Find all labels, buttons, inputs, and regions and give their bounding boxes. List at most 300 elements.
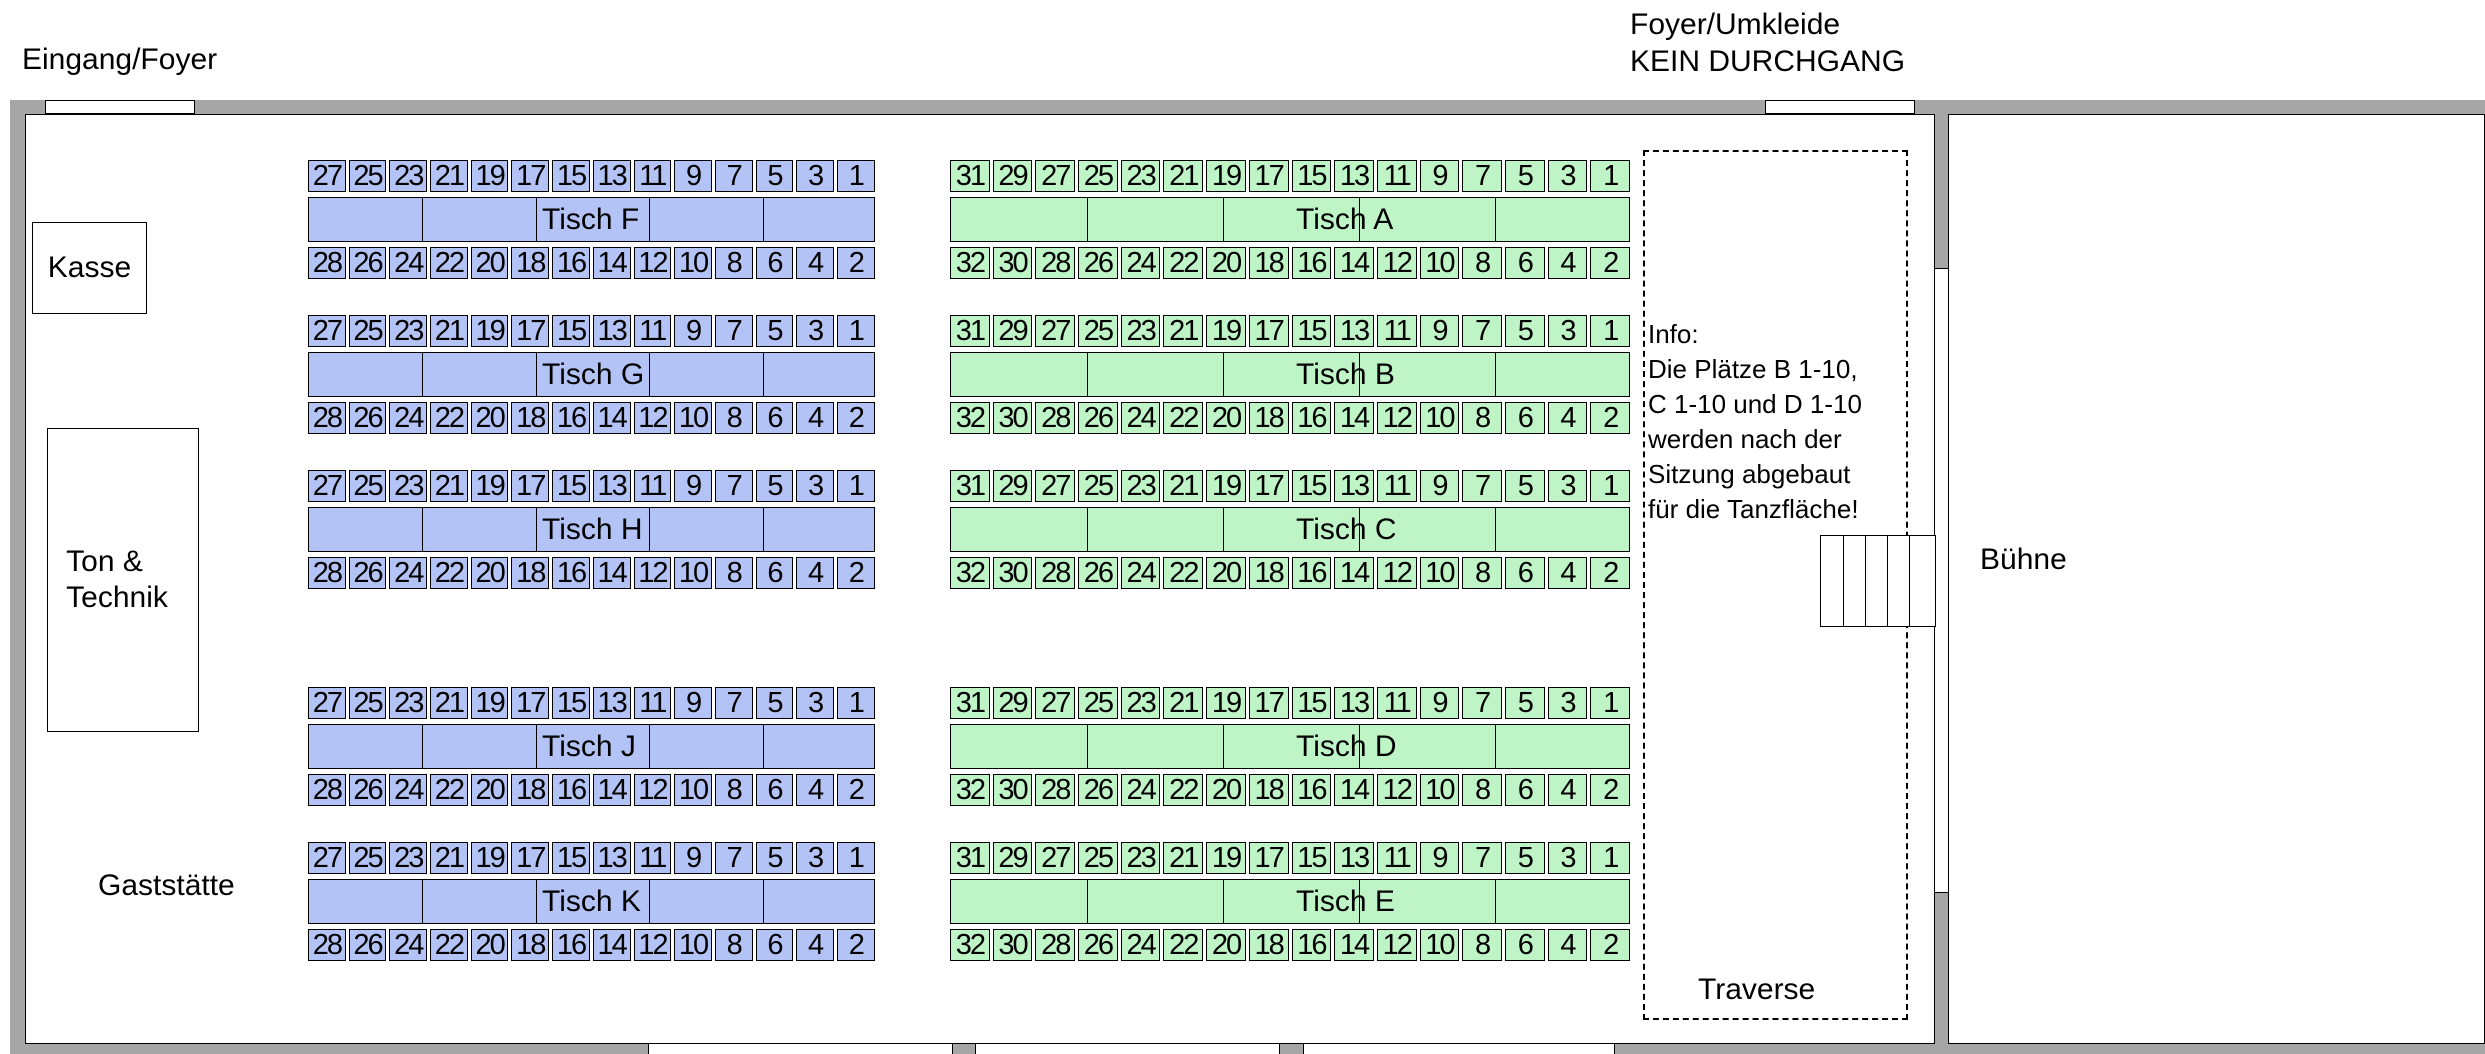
seat[interactable]: 32 <box>950 247 990 279</box>
seat[interactable]: 5 <box>756 470 794 502</box>
seat[interactable]: 9 <box>1420 842 1460 874</box>
seat[interactable]: 2 <box>837 774 875 806</box>
seat[interactable]: 13 <box>1334 315 1374 347</box>
seat[interactable]: 25 <box>349 315 387 347</box>
seat[interactable]: 13 <box>1334 687 1374 719</box>
seat[interactable]: 10 <box>674 402 712 434</box>
seat[interactable]: 6 <box>1505 557 1545 589</box>
seat[interactable]: 7 <box>715 687 753 719</box>
seat[interactable]: 5 <box>756 160 794 192</box>
seat[interactable]: 13 <box>593 842 631 874</box>
seat[interactable]: 13 <box>1334 160 1374 192</box>
seat[interactable]: 8 <box>1462 774 1502 806</box>
seat[interactable]: 15 <box>1292 842 1332 874</box>
seat[interactable]: 21 <box>430 687 468 719</box>
seat[interactable]: 19 <box>471 315 509 347</box>
seat[interactable]: 27 <box>1035 160 1075 192</box>
seat[interactable]: 3 <box>796 470 834 502</box>
seat[interactable]: 4 <box>796 929 834 961</box>
seat[interactable]: 25 <box>1078 842 1118 874</box>
seat[interactable]: 31 <box>950 470 990 502</box>
seat[interactable]: 11 <box>634 315 672 347</box>
seat[interactable]: 19 <box>1206 842 1246 874</box>
seat[interactable]: 21 <box>430 315 468 347</box>
seat[interactable]: 12 <box>634 774 672 806</box>
seat[interactable]: 17 <box>511 842 549 874</box>
seat[interactable]: 14 <box>1334 929 1374 961</box>
seat[interactable]: 7 <box>1462 687 1502 719</box>
seat[interactable]: 11 <box>634 687 672 719</box>
seat[interactable]: 12 <box>1377 402 1417 434</box>
seat[interactable]: 3 <box>1548 315 1588 347</box>
seat[interactable]: 17 <box>1249 687 1289 719</box>
seat[interactable]: 28 <box>308 247 346 279</box>
seat[interactable]: 23 <box>1121 470 1161 502</box>
seat[interactable]: 1 <box>1590 315 1630 347</box>
seat[interactable]: 24 <box>1121 774 1161 806</box>
seat[interactable]: 32 <box>950 557 990 589</box>
seat[interactable]: 10 <box>1420 557 1460 589</box>
seat[interactable]: 15 <box>552 470 590 502</box>
seat[interactable]: 9 <box>1420 315 1460 347</box>
seat[interactable]: 1 <box>837 842 875 874</box>
seat[interactable]: 12 <box>1377 774 1417 806</box>
seat[interactable]: 29 <box>993 160 1033 192</box>
seat[interactable]: 18 <box>511 929 549 961</box>
seat[interactable]: 24 <box>1121 929 1161 961</box>
seat[interactable]: 28 <box>1035 557 1075 589</box>
seat[interactable]: 25 <box>1078 687 1118 719</box>
seat[interactable]: 32 <box>950 774 990 806</box>
seat[interactable]: 31 <box>950 842 990 874</box>
seat[interactable]: 2 <box>1590 929 1630 961</box>
seat[interactable]: 24 <box>389 774 427 806</box>
seat[interactable]: 6 <box>756 402 794 434</box>
seat[interactable]: 14 <box>1334 402 1374 434</box>
seat[interactable]: 7 <box>1462 160 1502 192</box>
seat[interactable]: 1 <box>837 160 875 192</box>
seat[interactable]: 6 <box>756 929 794 961</box>
seat[interactable]: 28 <box>308 557 346 589</box>
seat[interactable]: 6 <box>756 774 794 806</box>
seat[interactable]: 26 <box>1078 774 1118 806</box>
seat[interactable]: 24 <box>1121 402 1161 434</box>
seat[interactable]: 5 <box>756 315 794 347</box>
seat[interactable]: 6 <box>1505 402 1545 434</box>
seat[interactable]: 27 <box>1035 842 1075 874</box>
seat[interactable]: 9 <box>674 315 712 347</box>
seat[interactable]: 26 <box>349 557 387 589</box>
seat[interactable]: 10 <box>1420 929 1460 961</box>
seat[interactable]: 24 <box>1121 557 1161 589</box>
seat[interactable]: 14 <box>593 929 631 961</box>
seat[interactable]: 4 <box>796 402 834 434</box>
seat[interactable]: 9 <box>674 687 712 719</box>
seat[interactable]: 12 <box>634 402 672 434</box>
seat[interactable]: 7 <box>715 470 753 502</box>
seat[interactable]: 11 <box>1377 315 1417 347</box>
seat[interactable]: 23 <box>389 687 427 719</box>
seat[interactable]: 20 <box>1206 247 1246 279</box>
seat[interactable]: 12 <box>634 929 672 961</box>
seat[interactable]: 17 <box>511 470 549 502</box>
seat[interactable]: 23 <box>1121 315 1161 347</box>
seat[interactable]: 17 <box>1249 470 1289 502</box>
seat[interactable]: 3 <box>796 160 834 192</box>
seat[interactable]: 10 <box>1420 402 1460 434</box>
seat[interactable]: 3 <box>1548 687 1588 719</box>
seat[interactable]: 6 <box>756 557 794 589</box>
seat[interactable]: 23 <box>1121 687 1161 719</box>
seat[interactable]: 7 <box>1462 315 1502 347</box>
seat[interactable]: 10 <box>1420 774 1460 806</box>
seat[interactable]: 19 <box>1206 160 1246 192</box>
seat[interactable]: 12 <box>1377 557 1417 589</box>
seat[interactable]: 27 <box>308 687 346 719</box>
seat[interactable]: 32 <box>950 929 990 961</box>
seat[interactable]: 25 <box>349 160 387 192</box>
seat[interactable]: 18 <box>511 557 549 589</box>
seat[interactable]: 17 <box>1249 842 1289 874</box>
seat[interactable]: 28 <box>1035 929 1075 961</box>
seat[interactable]: 2 <box>837 247 875 279</box>
seat[interactable]: 8 <box>715 402 753 434</box>
seat[interactable]: 9 <box>674 160 712 192</box>
seat[interactable]: 17 <box>511 687 549 719</box>
seat[interactable]: 8 <box>1462 557 1502 589</box>
seat[interactable]: 6 <box>756 247 794 279</box>
seat[interactable]: 16 <box>1292 774 1332 806</box>
seat[interactable]: 23 <box>389 470 427 502</box>
seat[interactable]: 14 <box>1334 247 1374 279</box>
seat[interactable]: 27 <box>1035 470 1075 502</box>
seat[interactable]: 16 <box>552 557 590 589</box>
seat[interactable]: 12 <box>1377 929 1417 961</box>
seat[interactable]: 14 <box>1334 774 1374 806</box>
seat[interactable]: 11 <box>634 470 672 502</box>
seat[interactable]: 25 <box>349 842 387 874</box>
seat[interactable]: 16 <box>552 929 590 961</box>
seat[interactable]: 17 <box>511 315 549 347</box>
seat[interactable]: 30 <box>993 774 1033 806</box>
seat[interactable]: 24 <box>389 929 427 961</box>
table-top[interactable] <box>308 879 875 924</box>
seat[interactable]: 18 <box>1249 247 1289 279</box>
seat[interactable]: 31 <box>950 315 990 347</box>
seat[interactable]: 18 <box>511 247 549 279</box>
seat[interactable]: 16 <box>552 402 590 434</box>
seat[interactable]: 24 <box>389 557 427 589</box>
seat[interactable]: 3 <box>796 687 834 719</box>
seat[interactable]: 8 <box>715 247 753 279</box>
seat[interactable]: 30 <box>993 557 1033 589</box>
seat[interactable]: 26 <box>349 774 387 806</box>
seat[interactable]: 11 <box>1377 842 1417 874</box>
seat[interactable]: 21 <box>1163 842 1203 874</box>
seat[interactable]: 4 <box>1548 557 1588 589</box>
seat[interactable]: 23 <box>389 842 427 874</box>
seat[interactable]: 23 <box>1121 842 1161 874</box>
seat[interactable]: 26 <box>1078 557 1118 589</box>
seat[interactable]: 22 <box>1163 774 1203 806</box>
seat[interactable]: 5 <box>1505 160 1545 192</box>
seat[interactable]: 22 <box>430 929 468 961</box>
seat[interactable]: 13 <box>1334 842 1374 874</box>
seat[interactable]: 3 <box>796 315 834 347</box>
seat[interactable]: 11 <box>1377 160 1417 192</box>
seat[interactable]: 28 <box>1035 247 1075 279</box>
seat[interactable]: 11 <box>1377 470 1417 502</box>
seat[interactable]: 28 <box>1035 402 1075 434</box>
seat[interactable]: 26 <box>1078 929 1118 961</box>
seat[interactable]: 3 <box>796 842 834 874</box>
seat[interactable]: 11 <box>1377 687 1417 719</box>
seat[interactable]: 27 <box>308 470 346 502</box>
seat[interactable]: 18 <box>1249 402 1289 434</box>
seat[interactable]: 18 <box>1249 929 1289 961</box>
seat[interactable]: 8 <box>715 774 753 806</box>
seat[interactable]: 10 <box>674 247 712 279</box>
seat[interactable]: 5 <box>1505 315 1545 347</box>
seat[interactable]: 20 <box>1206 402 1246 434</box>
seat[interactable]: 21 <box>430 160 468 192</box>
seat[interactable]: 12 <box>634 247 672 279</box>
seat[interactable]: 2 <box>1590 557 1630 589</box>
seat[interactable]: 5 <box>1505 470 1545 502</box>
seat[interactable]: 28 <box>308 402 346 434</box>
seat[interactable]: 9 <box>1420 160 1460 192</box>
seat[interactable]: 22 <box>430 774 468 806</box>
seat[interactable]: 8 <box>1462 247 1502 279</box>
seat[interactable]: 20 <box>471 557 509 589</box>
seat[interactable]: 3 <box>1548 842 1588 874</box>
seat[interactable]: 20 <box>1206 929 1246 961</box>
seat[interactable]: 9 <box>1420 687 1460 719</box>
seat[interactable]: 20 <box>471 247 509 279</box>
seat[interactable]: 2 <box>1590 774 1630 806</box>
seat[interactable]: 30 <box>993 247 1033 279</box>
seat[interactable]: 11 <box>634 160 672 192</box>
seat[interactable]: 4 <box>1548 774 1588 806</box>
seat[interactable]: 10 <box>674 929 712 961</box>
seat[interactable]: 2 <box>1590 247 1630 279</box>
seat[interactable]: 8 <box>715 557 753 589</box>
seat[interactable]: 29 <box>993 315 1033 347</box>
seat[interactable]: 22 <box>1163 557 1203 589</box>
seat[interactable]: 21 <box>430 842 468 874</box>
seat[interactable]: 14 <box>593 774 631 806</box>
seat[interactable]: 4 <box>796 247 834 279</box>
table-top[interactable] <box>308 724 875 769</box>
seat[interactable]: 27 <box>308 842 346 874</box>
table-top[interactable] <box>308 197 875 242</box>
table-top[interactable] <box>950 507 1630 552</box>
seat[interactable]: 13 <box>593 687 631 719</box>
seat[interactable]: 15 <box>552 842 590 874</box>
seat[interactable]: 20 <box>471 774 509 806</box>
seat[interactable]: 25 <box>1078 160 1118 192</box>
seat[interactable]: 22 <box>430 402 468 434</box>
seat[interactable]: 20 <box>471 402 509 434</box>
seat[interactable]: 19 <box>1206 470 1246 502</box>
seat[interactable]: 12 <box>634 557 672 589</box>
seat[interactable]: 30 <box>993 402 1033 434</box>
seat[interactable]: 13 <box>1334 470 1374 502</box>
seat[interactable]: 2 <box>837 402 875 434</box>
seat[interactable]: 1 <box>837 315 875 347</box>
seat[interactable]: 24 <box>389 402 427 434</box>
seat[interactable]: 6 <box>1505 774 1545 806</box>
seat[interactable]: 2 <box>1590 402 1630 434</box>
seat[interactable]: 22 <box>1163 402 1203 434</box>
seat[interactable]: 7 <box>715 842 753 874</box>
seat[interactable]: 22 <box>430 557 468 589</box>
seat[interactable]: 28 <box>1035 774 1075 806</box>
seat[interactable]: 13 <box>593 160 631 192</box>
seat[interactable]: 27 <box>308 315 346 347</box>
seat[interactable]: 24 <box>1121 247 1161 279</box>
seat[interactable]: 2 <box>837 557 875 589</box>
seat[interactable]: 10 <box>674 557 712 589</box>
seat[interactable]: 28 <box>308 774 346 806</box>
seat[interactable]: 6 <box>1505 247 1545 279</box>
seat[interactable]: 21 <box>1163 315 1203 347</box>
seat[interactable]: 8 <box>715 929 753 961</box>
seat[interactable]: 19 <box>471 687 509 719</box>
seat[interactable]: 15 <box>1292 470 1332 502</box>
seat[interactable]: 29 <box>993 687 1033 719</box>
seat[interactable]: 19 <box>471 842 509 874</box>
seat[interactable]: 28 <box>308 929 346 961</box>
seat[interactable]: 10 <box>1420 247 1460 279</box>
seat[interactable]: 18 <box>511 402 549 434</box>
seat[interactable]: 21 <box>430 470 468 502</box>
seat[interactable]: 27 <box>1035 315 1075 347</box>
seat[interactable]: 29 <box>993 842 1033 874</box>
seat[interactable]: 14 <box>593 402 631 434</box>
seat[interactable]: 17 <box>511 160 549 192</box>
seat[interactable]: 16 <box>1292 557 1332 589</box>
seat[interactable]: 26 <box>1078 247 1118 279</box>
table-top[interactable] <box>950 879 1630 924</box>
seat[interactable]: 27 <box>308 160 346 192</box>
seat[interactable]: 18 <box>1249 557 1289 589</box>
seat[interactable]: 16 <box>552 247 590 279</box>
seat[interactable]: 7 <box>715 160 753 192</box>
seat[interactable]: 23 <box>389 315 427 347</box>
table-top[interactable] <box>950 197 1630 242</box>
seat[interactable]: 16 <box>1292 402 1332 434</box>
seat[interactable]: 1 <box>837 687 875 719</box>
seat[interactable]: 23 <box>389 160 427 192</box>
seat[interactable]: 25 <box>349 470 387 502</box>
seat[interactable]: 4 <box>1548 247 1588 279</box>
seat[interactable]: 26 <box>349 402 387 434</box>
seat[interactable]: 1 <box>1590 842 1630 874</box>
seat[interactable]: 14 <box>1334 557 1374 589</box>
seat[interactable]: 9 <box>674 470 712 502</box>
seat[interactable]: 16 <box>1292 929 1332 961</box>
seat[interactable]: 30 <box>993 929 1033 961</box>
seat[interactable]: 1 <box>1590 687 1630 719</box>
seat[interactable]: 16 <box>1292 247 1332 279</box>
seat[interactable]: 15 <box>1292 160 1332 192</box>
seat[interactable]: 10 <box>674 774 712 806</box>
seat[interactable]: 5 <box>756 842 794 874</box>
seat[interactable]: 1 <box>1590 160 1630 192</box>
seat[interactable]: 18 <box>1249 774 1289 806</box>
seat[interactable]: 15 <box>552 315 590 347</box>
seat[interactable]: 32 <box>950 402 990 434</box>
seat[interactable]: 9 <box>1420 470 1460 502</box>
seat[interactable]: 26 <box>349 929 387 961</box>
seat[interactable]: 21 <box>1163 470 1203 502</box>
seat[interactable]: 27 <box>1035 687 1075 719</box>
seat[interactable]: 29 <box>993 470 1033 502</box>
seat[interactable]: 5 <box>1505 687 1545 719</box>
seat[interactable]: 14 <box>593 247 631 279</box>
seat[interactable]: 16 <box>552 774 590 806</box>
seat[interactable]: 15 <box>552 687 590 719</box>
seat[interactable]: 20 <box>1206 774 1246 806</box>
seat[interactable]: 22 <box>430 247 468 279</box>
seat[interactable]: 3 <box>1548 160 1588 192</box>
seat[interactable]: 21 <box>1163 687 1203 719</box>
seat[interactable]: 18 <box>511 774 549 806</box>
seat[interactable]: 8 <box>1462 402 1502 434</box>
seat[interactable]: 21 <box>1163 160 1203 192</box>
seat[interactable]: 15 <box>1292 315 1332 347</box>
seat[interactable]: 31 <box>950 687 990 719</box>
seat[interactable]: 2 <box>837 929 875 961</box>
seat[interactable]: 19 <box>1206 687 1246 719</box>
table-top[interactable] <box>950 352 1630 397</box>
seat[interactable]: 25 <box>1078 315 1118 347</box>
table-top[interactable] <box>308 352 875 397</box>
seat[interactable]: 5 <box>1505 842 1545 874</box>
seat[interactable]: 22 <box>1163 247 1203 279</box>
seat[interactable]: 17 <box>1249 315 1289 347</box>
seat[interactable]: 3 <box>1548 470 1588 502</box>
seat[interactable]: 25 <box>1078 470 1118 502</box>
seat[interactable]: 1 <box>837 470 875 502</box>
seat[interactable]: 19 <box>1206 315 1246 347</box>
seat[interactable]: 12 <box>1377 247 1417 279</box>
seat[interactable]: 19 <box>471 470 509 502</box>
seat[interactable]: 4 <box>796 557 834 589</box>
seat[interactable]: 25 <box>349 687 387 719</box>
seat[interactable]: 11 <box>634 842 672 874</box>
seat[interactable]: 7 <box>1462 470 1502 502</box>
seat[interactable]: 24 <box>389 247 427 279</box>
seat[interactable]: 23 <box>1121 160 1161 192</box>
seat[interactable]: 1 <box>1590 470 1630 502</box>
seat[interactable]: 26 <box>349 247 387 279</box>
seat[interactable]: 15 <box>552 160 590 192</box>
seat[interactable]: 13 <box>593 470 631 502</box>
seat[interactable]: 31 <box>950 160 990 192</box>
seat[interactable]: 15 <box>1292 687 1332 719</box>
seat[interactable]: 19 <box>471 160 509 192</box>
seat[interactable]: 4 <box>796 774 834 806</box>
seat[interactable]: 22 <box>1163 929 1203 961</box>
table-top[interactable] <box>308 507 875 552</box>
seat[interactable]: 6 <box>1505 929 1545 961</box>
seat[interactable]: 8 <box>1462 929 1502 961</box>
seat[interactable]: 4 <box>1548 929 1588 961</box>
seat[interactable]: 20 <box>471 929 509 961</box>
seat[interactable]: 5 <box>756 687 794 719</box>
